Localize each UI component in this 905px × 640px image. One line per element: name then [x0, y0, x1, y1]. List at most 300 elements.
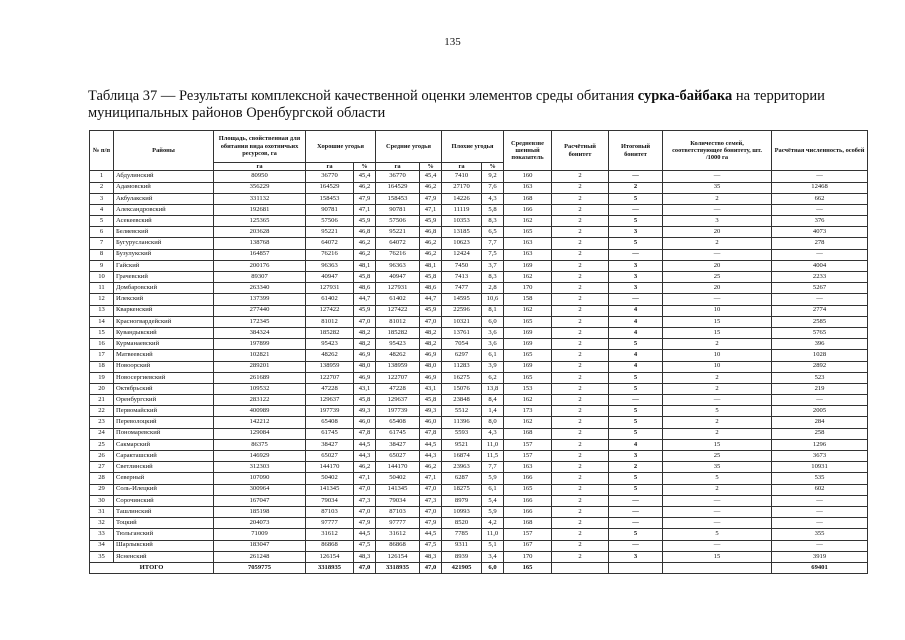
final-bonitet-cell: 3: [609, 283, 663, 294]
medium-pct-cell: 45,8: [420, 272, 442, 283]
families-per-1000ha-cell: —: [663, 506, 772, 517]
unit-cell: га: [442, 163, 482, 171]
good-pct-cell: 45,9: [354, 216, 376, 227]
weighted-index-cell: 165: [504, 484, 552, 495]
row-num-cell: 5: [90, 216, 114, 227]
bad-pct-cell: 6,1: [482, 484, 504, 495]
weighted-index-cell: 170: [504, 551, 552, 562]
bad-ha-cell: 7477: [442, 283, 482, 294]
medium-ha-cell: 87103: [376, 506, 420, 517]
good-pct-cell: 47,3: [354, 495, 376, 506]
bad-ha-cell: 16874: [442, 451, 482, 462]
bad-pct-cell: 6,5: [482, 227, 504, 238]
unit-cell: га: [376, 163, 420, 171]
area-cell: 356229: [214, 182, 306, 193]
caption-suffix: на территории муниципальных районов Оренбургской области: [88, 88, 825, 121]
calc-bonitet-cell: 2: [552, 171, 609, 182]
row-num-cell: 33: [90, 529, 114, 540]
good-ha-cell: 122707: [306, 372, 354, 383]
families-per-1000ha-cell: 10: [663, 350, 772, 361]
families-per-1000ha-cell: —: [663, 294, 772, 305]
district-name-cell: Бугурусланский: [114, 238, 214, 249]
medium-ha-cell: 86868: [376, 540, 420, 551]
area-cell: 164857: [214, 249, 306, 260]
bad-ha-cell: 23848: [442, 395, 482, 406]
table-row: [90, 339, 868, 350]
calc-bonitet-cell: 2: [552, 540, 609, 551]
families-per-1000ha-cell: 2: [663, 484, 772, 495]
weighted-index-cell: 163: [504, 249, 552, 260]
bad-pct-cell: 3,6: [482, 327, 504, 338]
district-name-cell: Курманаевский: [114, 339, 214, 350]
calc-count-cell: 662: [772, 193, 868, 204]
good-pct-cell: 48,3: [354, 551, 376, 562]
bad-ha-cell: 11396: [442, 417, 482, 428]
row-num-cell: 21: [90, 395, 114, 406]
medium-ha-cell: 90781: [376, 204, 420, 215]
good-pct-cell: 43,1: [354, 383, 376, 394]
row-num-cell: 2: [90, 182, 114, 193]
row-num-cell: 16: [90, 339, 114, 350]
calc-count-cell: —: [772, 204, 868, 215]
table-row: [90, 272, 868, 283]
table-row: [90, 283, 868, 294]
district-name-cell: Абдулинский: [114, 171, 214, 182]
total-row: [90, 562, 868, 574]
medium-pct-cell: 49,3: [420, 406, 442, 417]
calc-count-cell: 1296: [772, 439, 868, 450]
weighted-index-cell: 170: [504, 283, 552, 294]
bad-pct-cell: 6,0: [482, 316, 504, 327]
families-per-1000ha-cell: 20: [663, 260, 772, 271]
good-pct-cell: 45,9: [354, 305, 376, 316]
area-cell: 192681: [214, 204, 306, 215]
medium-pct-cell: 44,3: [420, 451, 442, 462]
medium-pct-cell: 46,2: [420, 249, 442, 260]
table-row: [90, 540, 868, 551]
weighted-index-cell: 165: [504, 350, 552, 361]
calc-bonitet-cell: 2: [552, 249, 609, 260]
weighted-index-cell: 165: [504, 372, 552, 383]
total-bad-ha: 421905: [442, 562, 482, 574]
district-name-cell: Матвеевский: [114, 350, 214, 361]
bad-pct-cell: 6,2: [482, 372, 504, 383]
final-bonitet-cell: 4: [609, 350, 663, 361]
families-per-1000ha-cell: 2: [663, 339, 772, 350]
good-pct-cell: 46,2: [354, 182, 376, 193]
medium-pct-cell: 48,3: [420, 551, 442, 562]
calc-bonitet-cell: 2: [552, 294, 609, 305]
calc-bonitet-cell: 2: [552, 462, 609, 473]
families-per-1000ha-cell: —: [663, 204, 772, 215]
area-cell: 137399: [214, 294, 306, 305]
medium-pct-cell: 47,9: [420, 518, 442, 529]
calc-bonitet-cell: 2: [552, 350, 609, 361]
header-area: Площадь, свойственная для обитания вида охотничьих ресурсов, га: [214, 131, 306, 163]
good-pct-cell: 47,9: [354, 518, 376, 529]
calc-count-cell: 10931: [772, 462, 868, 473]
row-num-cell: 34: [90, 540, 114, 551]
table-row: [90, 462, 868, 473]
district-name-cell: Беляевский: [114, 227, 214, 238]
good-pct-cell: 46,9: [354, 350, 376, 361]
families-per-1000ha-cell: 3: [663, 216, 772, 227]
unit-cell: %: [420, 163, 442, 171]
good-pct-cell: 44,7: [354, 294, 376, 305]
area-cell: 142212: [214, 417, 306, 428]
row-num-cell: 26: [90, 451, 114, 462]
district-name-cell: Соль-Илецкий: [114, 484, 214, 495]
area-cell: 86375: [214, 439, 306, 450]
families-per-1000ha-cell: 2: [663, 372, 772, 383]
final-bonitet-cell: 2: [609, 462, 663, 473]
weighted-index-cell: 162: [504, 417, 552, 428]
medium-ha-cell: 65027: [376, 451, 420, 462]
row-num-cell: 25: [90, 439, 114, 450]
area-cell: 384324: [214, 327, 306, 338]
medium-ha-cell: 164529: [376, 182, 420, 193]
calc-count-cell: 396: [772, 339, 868, 350]
calc-bonitet-cell: 2: [552, 339, 609, 350]
weighted-index-cell: 168: [504, 518, 552, 529]
final-bonitet-cell: 4: [609, 361, 663, 372]
good-pct-cell: 46,2: [354, 238, 376, 249]
table-row: [90, 495, 868, 506]
families-per-1000ha-cell: 2: [663, 238, 772, 249]
area-cell: 197899: [214, 339, 306, 350]
calc-count-cell: 278: [772, 238, 868, 249]
bad-pct-cell: 5,1: [482, 540, 504, 551]
area-cell: 172345: [214, 316, 306, 327]
area-cell: 312303: [214, 462, 306, 473]
area-cell: 125365: [214, 216, 306, 227]
medium-ha-cell: 158453: [376, 193, 420, 204]
page-number: 135: [444, 36, 461, 48]
good-ha-cell: 127422: [306, 305, 354, 316]
weighted-index-cell: 167: [504, 540, 552, 551]
area-cell: 289201: [214, 361, 306, 372]
good-ha-cell: 65408: [306, 417, 354, 428]
bad-pct-cell: 1,4: [482, 406, 504, 417]
calc-count-cell: —: [772, 171, 868, 182]
row-num-cell: 30: [90, 495, 114, 506]
good-ha-cell: 65027: [306, 451, 354, 462]
bad-pct-cell: 3,9: [482, 361, 504, 372]
calc-count-cell: 2005: [772, 406, 868, 417]
good-pct-cell: 47,0: [354, 506, 376, 517]
district-name-cell: Октябрьский: [114, 383, 214, 394]
bad-ha-cell: 13185: [442, 227, 482, 238]
total-weighted: 165: [504, 562, 552, 574]
medium-pct-cell: 47,5: [420, 540, 442, 551]
table-row: [90, 372, 868, 383]
medium-ha-cell: 61745: [376, 428, 420, 439]
table-row: [90, 249, 868, 260]
calc-count-cell: 2585: [772, 316, 868, 327]
table-row: [90, 260, 868, 271]
area-cell: 204073: [214, 518, 306, 529]
area-cell: 89307: [214, 272, 306, 283]
medium-pct-cell: 45,4: [420, 171, 442, 182]
weighted-index-cell: 166: [504, 495, 552, 506]
table-row: [90, 383, 868, 394]
table-row: [90, 305, 868, 316]
medium-ha-cell: 36770: [376, 171, 420, 182]
district-name-cell: Шарлыкский: [114, 540, 214, 551]
families-per-1000ha-cell: 15: [663, 551, 772, 562]
calc-bonitet-cell: 2: [552, 227, 609, 238]
calc-bonitet-cell: 2: [552, 529, 609, 540]
bad-pct-cell: 4,2: [482, 518, 504, 529]
families-per-1000ha-cell: 2: [663, 383, 772, 394]
row-num-cell: 10: [90, 272, 114, 283]
families-per-1000ha-cell: —: [663, 249, 772, 260]
good-ha-cell: 90781: [306, 204, 354, 215]
table-row: [90, 473, 868, 484]
area-cell: 331132: [214, 193, 306, 204]
good-ha-cell: 36770: [306, 171, 354, 182]
row-num-cell: 4: [90, 204, 114, 215]
calc-bonitet-cell: 2: [552, 428, 609, 439]
good-ha-cell: 81012: [306, 316, 354, 327]
row-num-cell: 14: [90, 316, 114, 327]
bad-ha-cell: 6297: [442, 350, 482, 361]
table-row: [90, 193, 868, 204]
weighted-index-cell: 153: [504, 383, 552, 394]
district-name-cell: Александровский: [114, 204, 214, 215]
area-cell: 71009: [214, 529, 306, 540]
medium-pct-cell: 46,9: [420, 372, 442, 383]
good-ha-cell: 141345: [306, 484, 354, 495]
district-name-cell: Новосергиевский: [114, 372, 214, 383]
district-name-cell: Новоорский: [114, 361, 214, 372]
district-name-cell: Ясненский: [114, 551, 214, 562]
row-num-cell: 31: [90, 506, 114, 517]
district-name-cell: Светлинский: [114, 462, 214, 473]
good-ha-cell: 126154: [306, 551, 354, 562]
total-medium-pct: 47,0: [420, 562, 442, 574]
good-pct-cell: 47,1: [354, 473, 376, 484]
table-row: [90, 506, 868, 517]
bad-ha-cell: 7410: [442, 171, 482, 182]
bad-pct-cell: 5,8: [482, 204, 504, 215]
weighted-index-cell: 162: [504, 216, 552, 227]
final-bonitet-cell: 3: [609, 260, 663, 271]
medium-pct-cell: 47,8: [420, 428, 442, 439]
medium-pct-cell: 43,1: [420, 383, 442, 394]
medium-ha-cell: 76216: [376, 249, 420, 260]
row-num-cell: 18: [90, 361, 114, 372]
bad-ha-cell: 12424: [442, 249, 482, 260]
district-name-cell: Тюльганский: [114, 529, 214, 540]
calc-count-cell: —: [772, 294, 868, 305]
good-ha-cell: 64072: [306, 238, 354, 249]
final-bonitet-cell: 3: [609, 272, 663, 283]
final-bonitet-cell: 5: [609, 484, 663, 495]
calc-bonitet-cell: 2: [552, 417, 609, 428]
row-num-cell: 8: [90, 249, 114, 260]
row-num-cell: 13: [90, 305, 114, 316]
table-row: [90, 238, 868, 249]
weighted-index-cell: 160: [504, 171, 552, 182]
good-ha-cell: 57506: [306, 216, 354, 227]
final-bonitet-cell: 5: [609, 238, 663, 249]
total-empty: [663, 562, 772, 574]
good-pct-cell: 46,2: [354, 462, 376, 473]
families-per-1000ha-cell: 5: [663, 529, 772, 540]
final-bonitet-cell: 5: [609, 417, 663, 428]
table-row: [90, 227, 868, 238]
families-per-1000ha-cell: 2: [663, 193, 772, 204]
area-cell: 283122: [214, 395, 306, 406]
good-ha-cell: 185282: [306, 327, 354, 338]
medium-ha-cell: 31612: [376, 529, 420, 540]
bad-pct-cell: 8,0: [482, 417, 504, 428]
weighted-index-cell: 166: [504, 204, 552, 215]
row-num-cell: 17: [90, 350, 114, 361]
bad-ha-cell: 11283: [442, 361, 482, 372]
final-bonitet-cell: 5: [609, 406, 663, 417]
unit-cell: %: [482, 163, 504, 171]
row-num-cell: 23: [90, 417, 114, 428]
unit-cell: га: [214, 163, 306, 171]
final-bonitet-cell: 4: [609, 439, 663, 450]
table-row: [90, 204, 868, 215]
calc-count-cell: 523: [772, 372, 868, 383]
calc-count-cell: 2233: [772, 272, 868, 283]
row-num-cell: 24: [90, 428, 114, 439]
district-name-cell: Пономаревский: [114, 428, 214, 439]
final-bonitet-cell: —: [609, 518, 663, 529]
district-name-cell: Красногвардейский: [114, 316, 214, 327]
medium-pct-cell: 47,0: [420, 506, 442, 517]
medium-ha-cell: 47228: [376, 383, 420, 394]
table-row: [90, 551, 868, 562]
calc-bonitet-cell: 2: [552, 204, 609, 215]
families-per-1000ha-cell: 35: [663, 182, 772, 193]
medium-ha-cell: 138959: [376, 361, 420, 372]
table-caption: [88, 88, 868, 122]
good-pct-cell: 49,3: [354, 406, 376, 417]
row-num-cell: 1: [90, 171, 114, 182]
bad-ha-cell: 8520: [442, 518, 482, 529]
total-empty: [552, 562, 609, 574]
weighted-index-cell: 157: [504, 439, 552, 450]
families-per-1000ha-cell: 2: [663, 428, 772, 439]
medium-ha-cell: 95221: [376, 227, 420, 238]
final-bonitet-cell: 4: [609, 305, 663, 316]
good-pct-cell: 46,0: [354, 417, 376, 428]
district-name-cell: Первомайский: [114, 406, 214, 417]
good-ha-cell: 158453: [306, 193, 354, 204]
row-num-cell: 12: [90, 294, 114, 305]
calc-bonitet-cell: 2: [552, 551, 609, 562]
good-pct-cell: 48,2: [354, 327, 376, 338]
good-ha-cell: 127931: [306, 283, 354, 294]
calc-bonitet-cell: 2: [552, 272, 609, 283]
final-bonitet-cell: 5: [609, 383, 663, 394]
final-bonitet-cell: 5: [609, 473, 663, 484]
calc-count-cell: 284: [772, 417, 868, 428]
table-row: [90, 327, 868, 338]
medium-ha-cell: 38427: [376, 439, 420, 450]
bad-ha-cell: 18275: [442, 484, 482, 495]
bad-pct-cell: 6,1: [482, 350, 504, 361]
final-bonitet-cell: —: [609, 540, 663, 551]
bad-pct-cell: 8,1: [482, 305, 504, 316]
row-num-cell: 29: [90, 484, 114, 495]
district-name-cell: Кваркенский: [114, 305, 214, 316]
good-pct-cell: 47,1: [354, 204, 376, 215]
row-num-cell: 15: [90, 327, 114, 338]
final-bonitet-cell: —: [609, 171, 663, 182]
row-num-cell: 9: [90, 260, 114, 271]
total-calc-count: 69401: [772, 562, 868, 574]
final-bonitet-cell: 5: [609, 372, 663, 383]
good-ha-cell: 95423: [306, 339, 354, 350]
calc-bonitet-cell: 2: [552, 506, 609, 517]
weighted-index-cell: 169: [504, 339, 552, 350]
families-per-1000ha-cell: 5: [663, 473, 772, 484]
area-cell: 200176: [214, 260, 306, 271]
table-row: [90, 350, 868, 361]
row-num-cell: 35: [90, 551, 114, 562]
header-row: [90, 131, 868, 163]
calc-count-cell: —: [772, 249, 868, 260]
families-per-1000ha-cell: —: [663, 171, 772, 182]
medium-ha-cell: 61402: [376, 294, 420, 305]
bad-pct-cell: 11,0: [482, 439, 504, 450]
area-cell: 138768: [214, 238, 306, 249]
weighted-index-cell: 169: [504, 260, 552, 271]
area-cell: 300964: [214, 484, 306, 495]
table-row: [90, 529, 868, 540]
bad-ha-cell: 10993: [442, 506, 482, 517]
bad-pct-cell: 7,7: [482, 462, 504, 473]
calc-bonitet-cell: 2: [552, 518, 609, 529]
bad-ha-cell: 7054: [442, 339, 482, 350]
bad-ha-cell: 10353: [442, 216, 482, 227]
medium-ha-cell: 141345: [376, 484, 420, 495]
bad-ha-cell: 10321: [442, 316, 482, 327]
medium-ha-cell: 79034: [376, 495, 420, 506]
good-ha-cell: 197739: [306, 406, 354, 417]
bad-ha-cell: 9311: [442, 540, 482, 551]
medium-pct-cell: 46,0: [420, 417, 442, 428]
medium-pct-cell: 46,2: [420, 182, 442, 193]
calc-count-cell: 1028: [772, 350, 868, 361]
good-ha-cell: 40947: [306, 272, 354, 283]
good-pct-cell: 44,5: [354, 529, 376, 540]
final-bonitet-cell: 4: [609, 327, 663, 338]
weighted-index-cell: 169: [504, 361, 552, 372]
bad-ha-cell: 11119: [442, 204, 482, 215]
weighted-index-cell: 157: [504, 529, 552, 540]
bad-pct-cell: 5,4: [482, 495, 504, 506]
district-name-cell: Ташлинский: [114, 506, 214, 517]
row-num-cell: 32: [90, 518, 114, 529]
families-per-1000ha-cell: 15: [663, 327, 772, 338]
row-num-cell: 28: [90, 473, 114, 484]
families-per-1000ha-cell: 25: [663, 272, 772, 283]
medium-ha-cell: 81012: [376, 316, 420, 327]
good-pct-cell: 45,4: [354, 171, 376, 182]
table-row: [90, 216, 868, 227]
medium-pct-cell: 45,9: [420, 216, 442, 227]
medium-ha-cell: 57506: [376, 216, 420, 227]
bad-ha-cell: 10623: [442, 238, 482, 249]
bad-pct-cell: 7,7: [482, 238, 504, 249]
